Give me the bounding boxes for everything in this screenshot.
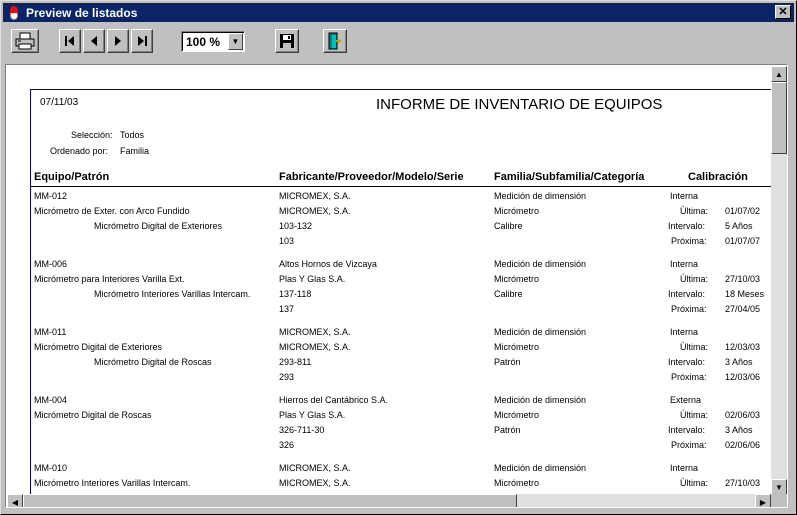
record-fabricante: MICROMEX, S.A.: [279, 191, 351, 201]
col-header-equipo: Equipo/Patrón: [34, 171, 110, 183]
record-fabricante: MICROMEX, S.A.: [279, 327, 351, 337]
record-proveedor: Plas Y Glas S.A.: [279, 410, 346, 420]
record-proxima-label: Próxima:: [671, 304, 707, 314]
horizontal-scroll-thumb[interactable]: [23, 494, 517, 508]
scroll-corner: [771, 494, 787, 508]
record-categoria: Patrón: [494, 425, 521, 435]
record-modelo: 293-811: [279, 357, 312, 367]
record-categoria: Calibre: [494, 289, 523, 299]
record-pattern: Micrómetro Interiores Varillas Intercam.: [94, 289, 251, 299]
report-date: 07/11/03: [40, 97, 79, 108]
record-fabricante: Altos Hornos de Vizcaya: [279, 259, 377, 269]
record-tipo: Externa: [670, 395, 702, 405]
last-page-icon: [136, 35, 148, 47]
app-capsule-icon: [8, 6, 20, 20]
record-intervalo: 5 Años: [725, 221, 753, 231]
record-serie: 137: [279, 304, 295, 314]
record-intervalo: 3 Años: [725, 357, 753, 367]
record-code: MM-006: [34, 259, 68, 269]
record-intervalo: 3 Años: [725, 425, 753, 435]
record-proxima: 02/06/06: [725, 440, 761, 450]
vertical-scroll-thumb[interactable]: [771, 82, 787, 154]
selection-value: Todos: [120, 130, 145, 140]
scroll-up-button[interactable]: ▲: [771, 66, 787, 82]
record-ultima: 27/10/03: [725, 274, 761, 284]
record-code: MM-011: [34, 327, 67, 337]
record-desc: Micrómetro de Exter. con Arco Fundido: [34, 206, 190, 216]
record-familia: Medición de dimensión: [494, 327, 587, 337]
first-page-button[interactable]: [59, 29, 81, 53]
col-header-fabricante: Fabricante/Proveedor/Modelo/Serie: [279, 171, 464, 183]
record-desc: Micrómetro Digital de Exteriores: [34, 342, 163, 352]
record-ultima: 01/07/02: [725, 206, 761, 216]
record-pattern: Micrómetro Digital de Exteriores: [94, 221, 223, 231]
col-header-familia: Familia/Subfamilia/Categoría: [494, 171, 645, 183]
record-tipo: Interna: [670, 191, 699, 201]
title-bar: [3, 3, 794, 22]
record-familia: Medición de dimensión: [494, 191, 587, 201]
record-subfamilia: Micrómetro: [494, 478, 540, 488]
record-serie: 293: [279, 372, 295, 382]
record-ultima-label: Última:: [680, 206, 709, 216]
record-intervalo-label: Intervalo:: [668, 221, 706, 231]
record-tipo: Interna: [670, 463, 699, 473]
record-ultima-label: Última:: [680, 478, 709, 488]
record-intervalo-label: Intervalo:: [668, 357, 706, 367]
record-subfamilia: Micrómetro: [494, 206, 540, 216]
record-subfamilia: Micrómetro: [494, 274, 540, 284]
record-familia: Medición de dimensión: [494, 259, 587, 269]
record-ultima: 27/10/03: [725, 478, 761, 488]
report-page: [30, 89, 771, 494]
record-subfamilia: Micrómetro: [494, 342, 540, 352]
exit-button[interactable]: [323, 29, 347, 53]
record-serie: 103: [279, 236, 295, 246]
record-fabricante: Hierros del Cantábrico S.A.: [279, 395, 389, 405]
record-pattern: Micrómetro Digital de Roscas: [94, 357, 212, 367]
zoom-select[interactable]: [181, 31, 245, 52]
record-familia: Medición de dimensión: [494, 395, 587, 405]
record-modelo: 103-132: [279, 221, 313, 231]
record-intervalo-label: Intervalo:: [668, 289, 706, 299]
record-intervalo: 18 Meses: [725, 289, 765, 299]
floppy-icon: [279, 33, 295, 49]
record-tipo: Interna: [670, 259, 699, 269]
record-code: MM-012: [34, 191, 68, 201]
vertical-scrollbar[interactable]: [771, 66, 787, 495]
order-label: Ordenado por:: [50, 146, 109, 156]
record-fabricante: MICROMEX, S.A.: [279, 463, 351, 473]
record-desc: Micrómetro Digital de Roscas: [34, 410, 152, 420]
record-proveedor: MICROMEX, S.A.: [279, 206, 351, 216]
record-proxima-label: Próxima:: [671, 236, 707, 246]
preview-area[interactable]: [5, 64, 788, 508]
save-button[interactable]: [275, 29, 299, 53]
next-page-icon: [112, 35, 124, 47]
record-categoria: Patrón: [494, 357, 521, 367]
close-button[interactable]: ✕: [775, 5, 791, 19]
prev-page-button[interactable]: [83, 29, 105, 53]
record-familia: Medición de dimensión: [494, 463, 587, 473]
record-proveedor: Plas Y Glas S.A.: [279, 274, 346, 284]
record-code: MM-010: [34, 463, 68, 473]
last-page-button[interactable]: [131, 29, 153, 53]
horizontal-scrollbar[interactable]: [7, 494, 771, 508]
record-ultima-label: Última:: [680, 342, 709, 352]
record-ultima-label: Última:: [680, 410, 709, 420]
record-desc: Micrómetro Interiores Varillas Intercam.: [34, 478, 191, 488]
record-desc: Micrómetro para Interiores Varilla Ext.: [34, 274, 185, 284]
first-page-icon: [64, 35, 76, 47]
record-categoria: Calibre: [494, 221, 523, 231]
order-value: Familia: [120, 146, 150, 156]
printer-icon: [15, 32, 35, 50]
col-header-calibracion: Calibración: [688, 171, 748, 183]
chevron-down-icon[interactable]: ▼: [228, 33, 243, 50]
scroll-down-button[interactable]: ▼: [771, 479, 787, 495]
scroll-right-button[interactable]: ▶: [755, 494, 771, 508]
record-serie: 326: [279, 440, 295, 450]
record-code: MM-004: [34, 395, 68, 405]
next-page-button[interactable]: [107, 29, 129, 53]
record-modelo: 326-711-30: [279, 425, 325, 435]
record-proxima-label: Próxima:: [671, 372, 707, 382]
record-ultima: 02/06/03: [725, 410, 761, 420]
record-proxima-label: Próxima:: [671, 440, 707, 450]
record-modelo: 137-118: [279, 289, 312, 299]
toolbar: [3, 23, 794, 61]
window-title: Preview de listados: [26, 5, 138, 20]
record-proxima: 12/03/06: [725, 372, 761, 382]
scroll-left-button[interactable]: ◀: [7, 494, 23, 508]
record-proveedor: MICROMEX, S.A.: [279, 478, 351, 488]
prev-page-icon: [88, 35, 100, 47]
report-title: INFORME DE INVENTARIO DE EQUIPOS: [376, 96, 663, 113]
record-proxima: 27/04/05: [725, 304, 761, 314]
exit-door-icon: [327, 32, 343, 50]
record-proxima: 01/07/07: [725, 236, 761, 246]
record-subfamilia: Micrómetro: [494, 410, 540, 420]
record-intervalo-label: Intervalo:: [668, 425, 706, 435]
record-ultima-label: Última:: [680, 274, 709, 284]
record-tipo: Interna: [670, 327, 699, 337]
print-button[interactable]: [11, 29, 39, 53]
record-proveedor: MICROMEX, S.A.: [279, 342, 351, 352]
record-ultima: 12/03/03: [725, 342, 761, 352]
selection-label: Selección:: [71, 130, 113, 140]
header-divider: [31, 186, 772, 187]
zoom-value: 100 %: [186, 35, 221, 49]
